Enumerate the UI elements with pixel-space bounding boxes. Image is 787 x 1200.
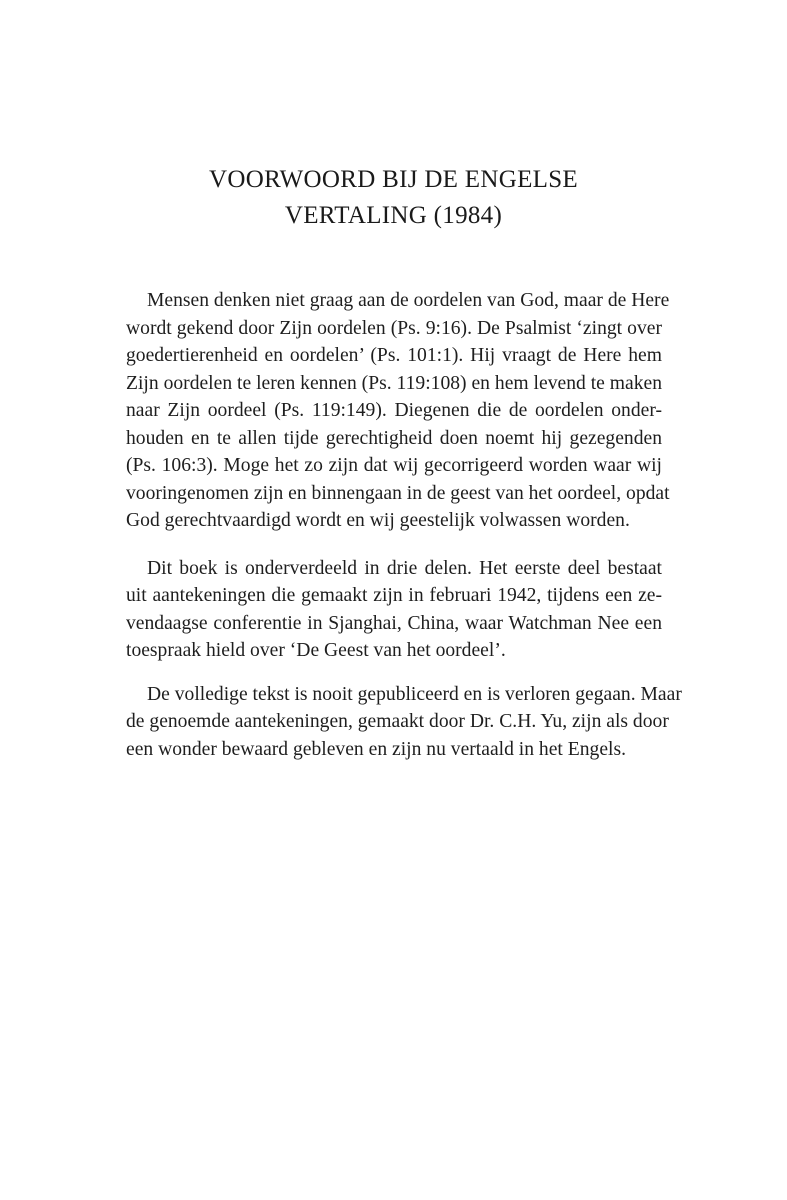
text-line: een wonder bewaard gebleven en zijn nu vertaald in het Engels.: [126, 738, 626, 760]
text-line: vendaagse conferentie in Sjanghai, China, waar Watchman Nee een: [126, 612, 662, 634]
text-line: (Ps. 106:3). Moge het zo zijn dat wij gecorrigeerd worden waar wij: [126, 455, 662, 476]
text-line: goedertierenheid en oordelen’ (Ps. 101:1). Hij vraagt de Here hem: [126, 345, 662, 366]
text-line: Mensen denken niet graag aan de oordelen van God, maar de Here: [147, 290, 670, 311]
text-line: vooringenomen zijn en binnengaan in de geest van het oordeel, opdat: [126, 482, 670, 504]
text-line: God gerechtvaardigd wordt en wij geestelijk volwassen worden.: [126, 510, 630, 531]
paragraph-2: [126, 555, 662, 665]
text-line: Zijn oordelen te leren kennen (Ps. 119:108) en hem levend te maken: [126, 372, 662, 394]
page-title: [0, 162, 787, 234]
text-line: toespraak hield over ‘De Geest van het oordeel’.: [126, 640, 506, 661]
text-line: naar Zijn oordeel (Ps. 119:149). Diegenen die de oordelen onder-: [126, 400, 662, 421]
text-line: wordt gekend door Zijn oordelen (Ps. 9:16). De Psalmist ‘zingt over: [126, 317, 662, 339]
text-line: houden en te allen tijde gerechtigheid doen noemt hij gezegenden: [126, 427, 662, 449]
body-text: [126, 287, 682, 763]
text-line: De volledige tekst is nooit gepubliceerd en is verloren gegaan. Maar: [147, 683, 682, 705]
title-line-1: VOORWOORD BIJ DE ENGELSE: [209, 166, 578, 193]
text-line: uit aantekeningen die gemaakt zijn in februari 1942, tijdens een ze-: [126, 585, 662, 606]
paragraph-3: [126, 681, 682, 764]
paragraph-1: [126, 287, 670, 535]
title-line-2: VERTALING (1984): [284, 202, 503, 229]
text-line: Dit boek is onderverdeeld in drie delen. Het eerste deel bestaat: [147, 557, 662, 579]
text-line: de genoemde aantekeningen, gemaakt door Dr. C.H. Yu, zijn als door: [126, 711, 669, 732]
